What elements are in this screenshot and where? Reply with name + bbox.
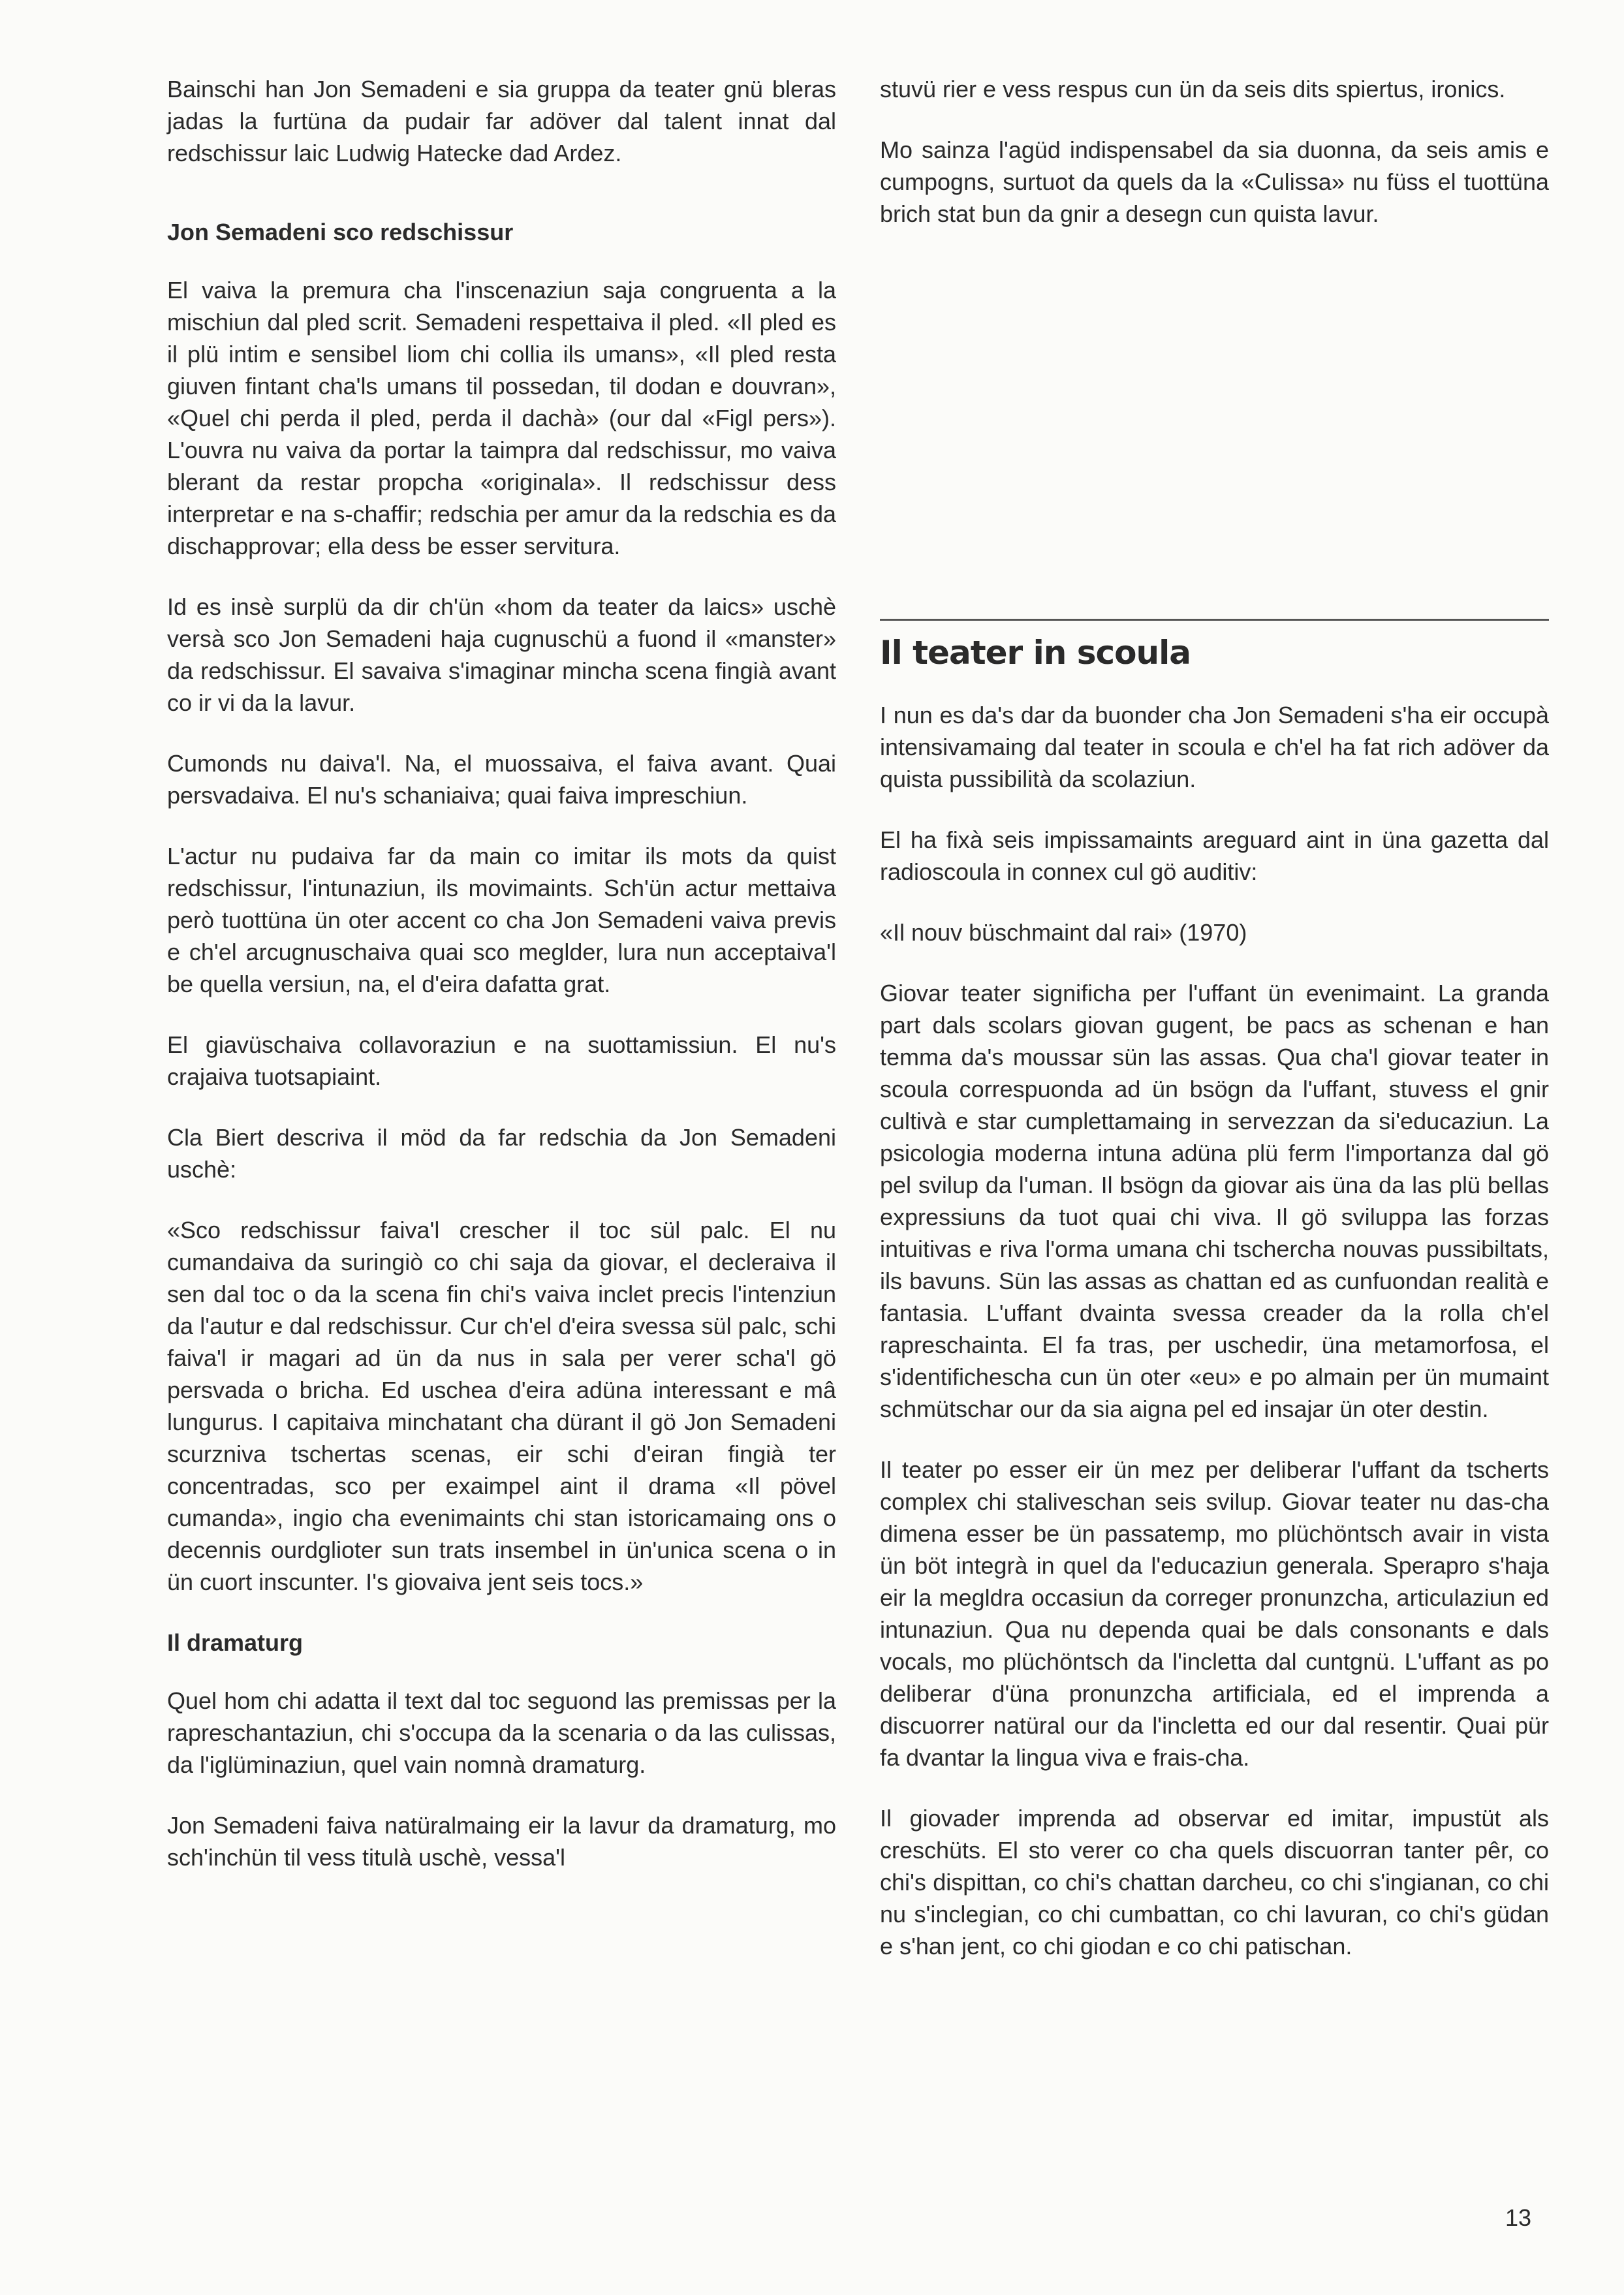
page-number: 13 xyxy=(1505,2204,1532,2231)
subheading-dramaturg: Il dramaturg xyxy=(167,1629,304,1656)
paragraph: L'actur nu pudaiva far da main co imitar ils mots da quist redschissur, l'intunaziun, ils movimaints. Sch'ün actur mettaiva però tuottüna ün oter accent co cha Jon Semadeni vaiva previs e ch'el arcugnuschaiva quai sco meglder, lura nun acceptaiva'l be quella versiun, na, el d'eira dafatta grat. xyxy=(167,843,836,997)
right-column-top xyxy=(880,73,1549,258)
paragraph: Giovar teater significha per l'uffant ün evenimaint. La granda part dals scolars giovan gugent, be pacs as schenan e han temma da's moussar sün las assas. Qua cha'l giovar teater in scoula correspuonda ad ün bsögn da l'uffant, stuvess el gnir cultivà e star cumplettamaing in servezzan da si'educaziun. La psicologia moderna intuna adüna plü ferm l'importanza dal gö pel svilup da l'uman. Il bsögn da giovar ais üna da las plü bellas expressiuns da tuot quai chi viva. Il gö sviluppa las forzas intuitivas e riva l'orma umana chi tschercha nouvas pussibiltats, ils bavuns. Sün las assas as chattan ed as cunfuondan realità e fantasia. L'uffant dvainta svessa creader da la rolla ch'el rapreschainta. El fa tras, per uschedir, üna metamorfosa, el s'identifichescha cun ün oter «eu» e po almain per ün mumaint schmütschar our da sia aigna pel ed insajar ün oter destin. xyxy=(880,980,1549,1422)
paragraph: Jon Semadeni faiva natüralmaing eir la lavur da dramaturg, mo sch'inchün til vess titulà uschè, vessa'l xyxy=(167,1812,836,1871)
paragraph: Il giovader imprenda ad observar ed imitar, impustüt als creschüts. El sto verer co cha quels discuorran tanter pêr, co chi's dispittan, co chi's chattan darcheu, co chi s'ingianan, co chi nu s'inclegian, co chi cumbattan, co chi lavuran, co chi's güdan e s'han jent, co chi giodan e co chi patischan. xyxy=(880,1805,1549,1959)
paragraph: Il teater po esser eir ün mez per deliberar l'uffant da tscherts complex chi staliveschan seis svilup. Giovar teater nu das-cha dimena esser be ün passatemp, mo plüchöntsch avair in vista ün böt integrà in quel da l'educaziun generala. Sperapro s'haja eir la megldra occasiun da correger pronunzcha, articulaziun ed intunaziun. Qua nu dependa quai be dals consonants e dals vocals, mo plüchöntsch da l'incletta dal cuntgnü. L'uffant as po deliberar d'üna pronunzcha artificiala, ed el imprenda a discuorrer natüral our da l'incletta ed our dal resentir. Quai pür fa dvantar la lingua viva e frais-cha. xyxy=(880,1456,1549,1771)
paragraph: El ha fixà seis impissamaints areguard aint in üna gazetta dal radioscoula in connex cul gö auditiv: xyxy=(880,826,1549,885)
paragraph: Id es insè surplü da dir ch'ün «hom da teater da laics» uschè versà sco Jon Semadeni haja cugnuschü a fuond il «manster» da redschissur. El savaiva s'imaginar mincha scena fingià avant co ir vi da la lavur. xyxy=(167,593,836,716)
paragraph: El giavüschaiva collavoraziun e na suottamissiun. El nu's crajaiva tuotsapiaint. xyxy=(167,1031,836,1090)
left-column xyxy=(167,73,836,1902)
quote-paragraph: «Sco redschissur faiva'l crescher il toc sül palc. El nu cumandaiva da suringiò co chi saja da giovar, el decleraiva il sen dal toc o da la scena fin chi's vaiva inclet precis l'intenziun da l'autur e dal redschissur. Cur ch'el d'eira svessa sül palc, schi faiva'l ir magari ad ün da nus in sala per verer scha'l gö persvada o bricha. Ed uschea d'eira adüna interessant e mâ lungurus. I capitaiva minchatant cha dürant il gö Jon Semadeni scurzniva tschertas scenas, eir schi d'eiran fingià ter concentradas, sco per exaimpel aint il drama «Il pövel cumanda», ingio cha evenimaints chi stan istoricamaing ons o decennis ourdglioter sun trats insembel in ün'unica scena o in ün cuort inscunter. I's giovaiva jent seis tocs.» xyxy=(167,1217,836,1595)
paragraph: Cumonds nu daiva'l. Na, el muossaiva, el faiva avant. Quai persvadaiva. El nu's schaniaiva; quai faiva impreschiun. xyxy=(167,750,836,809)
paragraph: Cla Biert descriva il möd da far redschia da Jon Semadeni uschè: xyxy=(167,1124,836,1183)
right-column-section xyxy=(880,619,1549,1991)
paragraph: Quel hom chi adatta il text dal toc seguond las premissas per la rapreschantaziun, chi s'occupa da la scenaria o da las culissas, da l'iglüminaziun, quel vain nomnà dramaturg. xyxy=(167,1687,836,1778)
paragraph: Mo sainza l'agüd indispensabel da sia duonna, da seis amis e cumpogns, surtuot da quels da la «Culissa» nu füss el tuottüna brich stat bun da gnir a desegn cun quista lavur. xyxy=(880,136,1549,227)
paragraph: Bainschi han Jon Semadeni e sia gruppa da teater gnü bleras jadas la furtüna da pudair far adöver dal talent innat dal redschissur laic Ludwig Hatecke dad Ardez. xyxy=(167,76,836,166)
paragraph: El vaiva la premura cha l'inscenaziun saja congruenta a la mischiun dal pled scrit. Semadeni respettaiva il pled. «Il pled es il plü intim e sensibel liom chi collia ils umans», «Il pled resta giuven fintant cha'ls umans til possedan, til dodan e douvran», «Quel chi perda il pled, perda il dachà» (our dal «Figl pers»). L'ouvra nu vaiva da portar la taimpra dal redschissur, mo vaiva blerant da restar propcha «originala». Il redschissur dess interpretar e na s-chaffir; redschia per amur da la redschia es da dischapprovar; ella dess be esser servitura. xyxy=(167,277,836,559)
section-divider xyxy=(880,619,1549,621)
citation: «Il nouv büschmaint dal rai» (1970) xyxy=(880,919,1247,946)
paragraph: stuvü rier e vess respus cun ün da seis dits spiertus, ironics. xyxy=(880,76,1506,102)
subheading-redschissur: Jon Semadeni sco redschissur xyxy=(167,219,514,245)
paragraph: I nun es da's dar da buonder cha Jon Semadeni s'ha eir occupà intensivamaing dal teater in scoula e ch'el ha fat rich adöver da quista pussibilità da scolaziun. xyxy=(880,702,1549,792)
section-title: Il teater in scoula xyxy=(880,634,1191,672)
